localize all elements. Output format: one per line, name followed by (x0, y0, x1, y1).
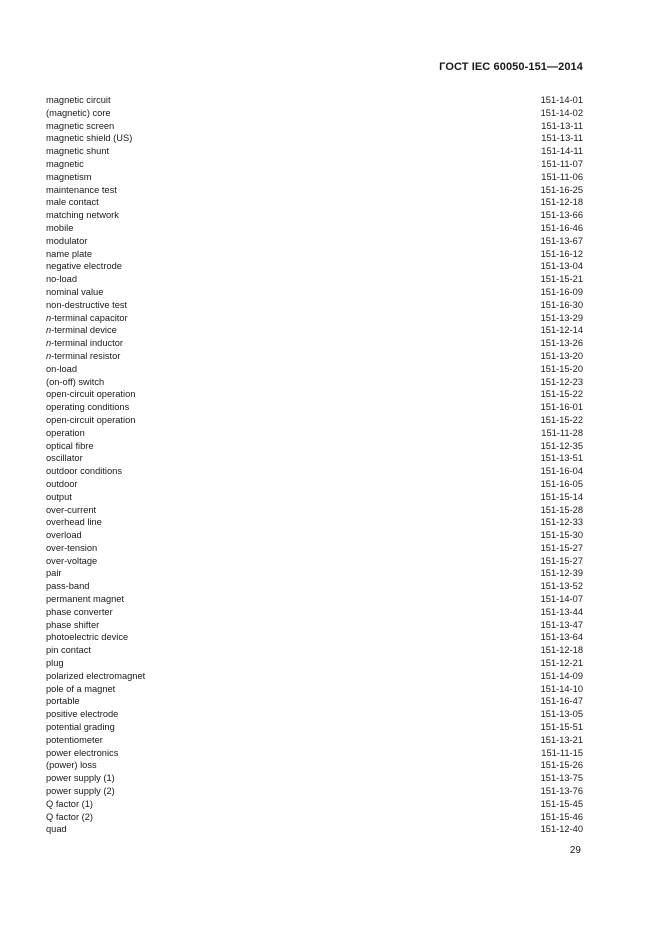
index-entry (46, 248, 583, 261)
index-term (46, 107, 111, 120)
index-entry (46, 440, 583, 453)
index-term (46, 708, 118, 721)
index-entry (46, 376, 583, 389)
index-reference-number: 151-13-04 (540, 261, 583, 272)
index-reference-number: 151-13-67 (540, 235, 583, 246)
index-term (46, 132, 132, 145)
index-reference-number: 151-13-11 (541, 120, 583, 131)
index-term-text: -terminal capacitor (51, 312, 128, 323)
index-entry (46, 299, 583, 312)
index-term (46, 388, 135, 401)
index-term-text: portable (46, 696, 80, 707)
index-term-text: potentiometer (46, 734, 103, 745)
index-term-text: over-voltage (46, 555, 98, 566)
index-entry (46, 529, 583, 542)
index-term (46, 491, 72, 504)
index-term (46, 555, 97, 568)
index-term (46, 337, 123, 350)
index-reference-number: 151-15-20 (540, 363, 583, 374)
index-reference-number: 151-13-66 (540, 210, 583, 221)
index-term-text: maintenance test (46, 184, 117, 195)
index-term (46, 772, 115, 785)
index-term (46, 145, 109, 158)
index-entry (46, 798, 583, 811)
index-reference-number: 151-15-27 (540, 555, 583, 566)
index-entry (46, 644, 583, 657)
index-reference-number: 151-16-01 (540, 402, 583, 413)
index-reference-number: 151-16-25 (540, 184, 583, 195)
index-term-text: male contact (46, 197, 99, 208)
index-entry (46, 619, 583, 632)
index-entry (46, 606, 583, 619)
index-term (46, 414, 135, 427)
index-reference-number: 151-12-39 (540, 568, 583, 579)
index-term-text: Q factor (1) (46, 798, 94, 809)
index-term (46, 312, 128, 325)
index-reference-number: 151-12-14 (540, 325, 583, 336)
index-term (46, 171, 91, 184)
index-entry (46, 542, 583, 555)
index-term (46, 324, 117, 337)
index-term-text: outdoor (46, 478, 78, 489)
index-reference-number: 151-12-18 (540, 645, 583, 656)
index-term-text: (magnetic) core (46, 107, 111, 118)
index-entry (46, 478, 583, 491)
index-entry (46, 94, 583, 107)
index-term (46, 580, 89, 593)
index-term (46, 273, 77, 286)
index-reference-number: 151-15-27 (540, 542, 583, 553)
index-term (46, 196, 99, 209)
index-reference-number: 151-11-15 (541, 747, 583, 758)
index-entry (46, 747, 583, 760)
index-term-italic-prefix: n (46, 312, 52, 323)
index-reference-number: 151-13-75 (540, 773, 583, 784)
index-term-italic-prefix: n (46, 338, 52, 349)
index-term-text: overload (46, 530, 82, 541)
index-term (46, 248, 92, 261)
index-term-text: overhead line (46, 517, 102, 528)
index-term (46, 260, 122, 273)
index-term (46, 478, 78, 491)
index-term (46, 299, 127, 312)
index-term-text: polarized electromagnet (46, 670, 146, 681)
index-term-text: positive electrode (46, 709, 119, 720)
index-entry (46, 657, 583, 670)
index-term-text: pass-band (46, 581, 90, 592)
document-header: ГОСТ IEC 60050-151—2014 (439, 61, 583, 73)
index-reference-number: 151-15-22 (540, 414, 583, 425)
index-entry (46, 337, 583, 350)
index-term-text: -terminal inductor (51, 338, 123, 349)
index-term-text: pole of a magnet (46, 683, 116, 694)
index-entry (46, 184, 583, 197)
index-term-italic-prefix: n (46, 325, 52, 336)
index-reference-number: 151-15-28 (540, 504, 583, 515)
index-term (46, 619, 99, 632)
index-term (46, 695, 80, 708)
index-entry (46, 759, 583, 772)
index-term-text: magnetic (46, 158, 84, 169)
index-term-text: phase converter (46, 606, 113, 617)
index-term-text: output (46, 491, 72, 502)
index-entry (46, 721, 583, 734)
index-entry (46, 324, 583, 337)
index-reference-number: 151-16-12 (540, 248, 583, 259)
index-reference-number: 151-16-30 (540, 299, 583, 310)
index-reference-number: 151-13-44 (540, 606, 583, 617)
index-term-text: (on-off) switch (46, 376, 105, 387)
index-term (46, 567, 62, 580)
index-reference-number: 151-13-11 (541, 133, 583, 144)
index-term (46, 683, 115, 696)
index-term-text: magnetic screen (46, 120, 115, 131)
index-entry (46, 312, 583, 325)
index-term-text: -terminal resistor (51, 350, 121, 361)
index-entry (46, 350, 583, 363)
index-reference-number: 151-12-23 (540, 376, 583, 387)
index-reference-number: 151-12-40 (540, 824, 583, 835)
index-term (46, 401, 129, 414)
index-term-text: over-tension (46, 542, 98, 553)
index-entry (46, 273, 583, 286)
index-reference-number: 151-16-46 (540, 222, 583, 233)
index-entry (46, 235, 583, 248)
index-entry (46, 555, 583, 568)
index-reference-number: 151-14-10 (540, 683, 583, 694)
index-entry (46, 158, 583, 171)
index-reference-number: 151-11-07 (541, 158, 583, 169)
index-reference-number: 151-15-45 (540, 798, 583, 809)
index-entry (46, 171, 583, 184)
index-reference-number: 151-11-28 (541, 427, 583, 438)
index-reference-number: 151-13-29 (540, 312, 583, 323)
index-term (46, 158, 84, 171)
index-term-text: pin contact (46, 645, 91, 656)
index-reference-number: 151-15-21 (540, 274, 583, 285)
index-term (46, 542, 97, 555)
index-entry (46, 363, 583, 376)
index-reference-number: 151-13-64 (540, 632, 583, 643)
index-reference-number: 151-13-76 (540, 786, 583, 797)
index-term-text: oscillator (46, 453, 83, 464)
index-term (46, 376, 104, 389)
index-entry (46, 516, 583, 529)
index-entry (46, 504, 583, 517)
index-term-text: permanent magnet (46, 594, 125, 605)
index-term-text: potential grading (46, 722, 115, 733)
index-reference-number: 151-13-05 (540, 709, 583, 720)
index-entry (46, 388, 583, 401)
index-entry (46, 708, 583, 721)
index-term (46, 286, 103, 299)
index-term-text: over-current (46, 504, 97, 515)
index-reference-number: 151-13-52 (540, 581, 583, 592)
index-term-text: magnetic shunt (46, 146, 110, 157)
index-term-text: open-circuit operation (46, 389, 136, 400)
index-reference-number: 151-16-47 (540, 696, 583, 707)
index-term (46, 734, 103, 747)
index-term (46, 657, 64, 670)
index-term-text: phase shifter (46, 619, 100, 630)
index-reference-number: 151-11-06 (541, 171, 583, 182)
index-term (46, 94, 111, 107)
index-term (46, 222, 73, 235)
index-term-text: negative electrode (46, 261, 122, 272)
index-reference-number: 151-14-01 (540, 95, 583, 105)
index-term (46, 465, 122, 478)
index-term-text: non-destructive test (46, 299, 128, 310)
index-reference-number: 151-15-51 (540, 722, 583, 733)
index-term (46, 593, 124, 606)
index-term-text: magnetic shield (US) (46, 133, 133, 144)
index-reference-number: 151-12-35 (540, 440, 583, 451)
index-reference-number: 151-13-20 (540, 350, 583, 361)
index-entry (46, 286, 583, 299)
index-term (46, 631, 128, 644)
index-entry (46, 785, 583, 798)
index-reference-number: 151-14-02 (540, 107, 583, 118)
index-term-text: on-load (46, 363, 78, 374)
index-term (46, 823, 67, 836)
index-term (46, 209, 119, 222)
index-entry (46, 427, 583, 440)
index-term-text: name plate (46, 248, 92, 259)
index-reference-number: 151-13-21 (540, 734, 583, 745)
index-term (46, 798, 93, 811)
index-term (46, 184, 117, 197)
index-term (46, 670, 145, 683)
index-term-text: modulator (46, 235, 88, 246)
index-term-text: Q factor (2) (46, 811, 94, 822)
index-term-text: power supply (1) (46, 773, 115, 784)
index-term-text: power supply (2) (46, 786, 115, 797)
index-entry (46, 772, 583, 785)
index-entry (46, 670, 583, 683)
index-term-text: outdoor conditions (46, 466, 122, 477)
index-term-text: no-load (46, 274, 78, 285)
index-reference-number: 151-14-07 (540, 594, 583, 605)
index-entry (46, 823, 583, 836)
index-entry (46, 631, 583, 644)
index-reference-number: 151-15-14 (540, 491, 583, 502)
index-term-italic-prefix: n (46, 350, 52, 361)
index-reference-number: 151-15-22 (540, 389, 583, 400)
index-term (46, 235, 87, 248)
index-entry (46, 260, 583, 273)
index-entry (46, 452, 583, 465)
index-reference-number: 151-13-26 (540, 338, 583, 349)
index-term (46, 120, 114, 133)
index-reference-number: 151-12-21 (540, 658, 583, 669)
index-term (46, 606, 113, 619)
index-term-text: operating conditions (46, 402, 130, 413)
index-entry (46, 107, 583, 120)
index-entry (46, 593, 583, 606)
index-term-text: (power) loss (46, 760, 97, 771)
index-term (46, 427, 85, 440)
index-entry (46, 580, 583, 593)
index-reference-number: 151-15-30 (540, 530, 583, 541)
index-reference-number: 151-15-46 (540, 811, 583, 822)
index-term (46, 644, 91, 657)
index-entry (46, 811, 583, 824)
index-term (46, 529, 82, 542)
index-term-text: operation (46, 427, 85, 438)
index-reference-number: 151-14-09 (540, 670, 583, 681)
index-entry (46, 401, 583, 414)
index-entry (46, 695, 583, 708)
index-reference-number: 151-13-47 (540, 619, 583, 630)
index-entry (46, 222, 583, 235)
index-term-text: mobile (46, 222, 74, 233)
index-term-text: plug (46, 658, 64, 669)
index-term (46, 759, 97, 772)
index-reference-number: 151-12-18 (540, 197, 583, 208)
index-term (46, 350, 120, 363)
index-reference-number: 151-13-51 (540, 453, 583, 464)
index-term-text: open-circuit operation (46, 414, 136, 425)
index-entry (46, 683, 583, 696)
index-term (46, 747, 118, 760)
index-reference-number: 151-14-11 (541, 146, 583, 157)
index-entry (46, 567, 583, 580)
index-entry (46, 120, 583, 133)
index-term-text: power electronics (46, 747, 119, 758)
index-reference-number: 151-16-05 (540, 478, 583, 489)
index-term-text: optical fibre (46, 440, 94, 451)
index-entry (46, 132, 583, 145)
index-term-text: magnetism (46, 171, 92, 182)
index-reference-number: 151-12-33 (540, 517, 583, 528)
page-number: 29 (569, 845, 581, 856)
index-term (46, 811, 93, 824)
index-entry (46, 491, 583, 504)
index-reference-number: 151-15-26 (540, 760, 583, 771)
index-term-text: pair (46, 568, 62, 579)
index-term-text: photoelectric device (46, 632, 129, 643)
index-term (46, 504, 96, 517)
index-term-text: -terminal device (51, 325, 117, 336)
index-reference-number: 151-16-09 (540, 286, 583, 297)
index-entry (46, 196, 583, 209)
index-term (46, 516, 102, 529)
index-entry (46, 209, 583, 222)
index-entry (46, 145, 583, 158)
index-term (46, 452, 83, 465)
index-term-text: matching network (46, 210, 119, 221)
index-entry (46, 414, 583, 427)
index-term-text: magnetic circuit (46, 95, 111, 105)
index-reference-number: 151-16-04 (540, 466, 583, 477)
index-term (46, 363, 77, 376)
index-term-text: nominal value (46, 286, 104, 297)
index-entry (46, 734, 583, 747)
index-term (46, 721, 115, 734)
term-index-list (46, 94, 583, 836)
index-term (46, 785, 115, 798)
index-entry (46, 465, 583, 478)
index-term (46, 440, 94, 453)
index-term-text: quad (46, 824, 67, 835)
